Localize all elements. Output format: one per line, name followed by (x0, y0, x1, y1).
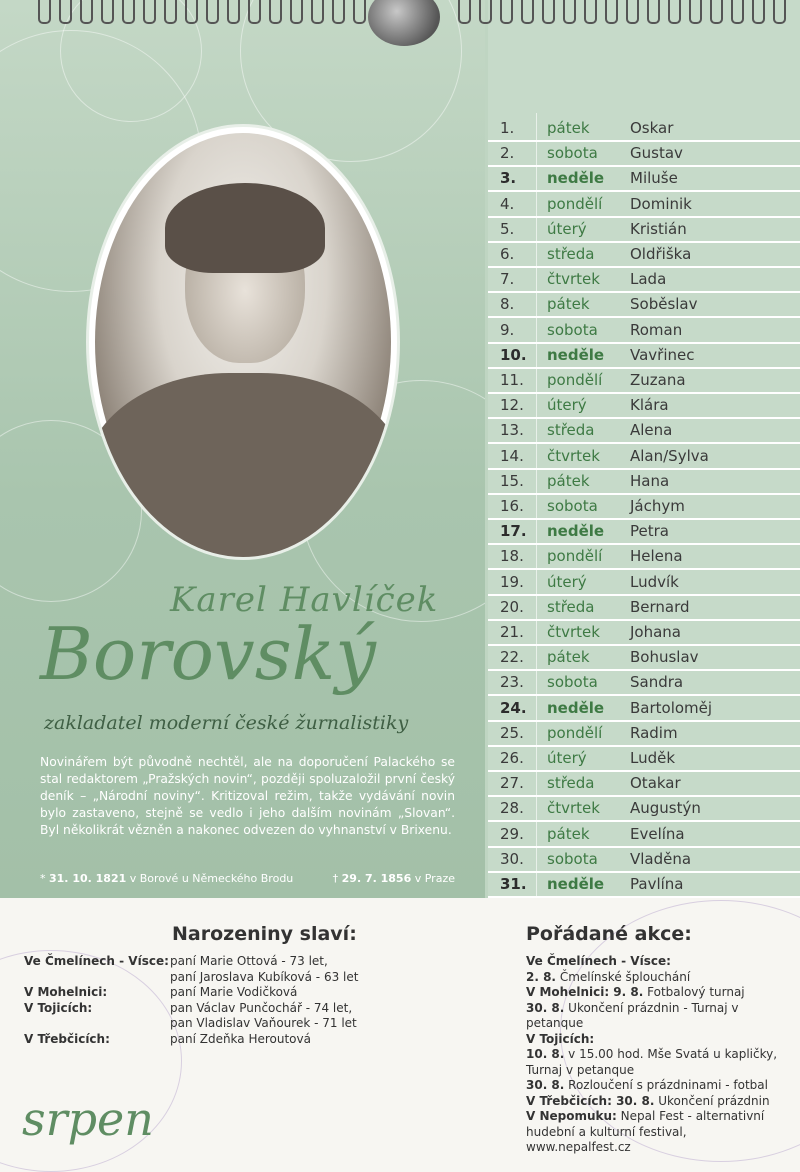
weekday: sobota (547, 320, 598, 339)
name-day: Johana (630, 623, 681, 641)
day-number: 20. (500, 597, 524, 616)
spiral-ring-icon (311, 0, 324, 24)
spiral-ring-icon (773, 0, 786, 24)
spiral-ring-icon (269, 0, 282, 24)
event-text: Fotbalový turnaj (643, 985, 745, 999)
event-label: 2. 8. (526, 969, 556, 984)
birth-place: v Borové u Německého Brodu (129, 872, 294, 885)
calendar-day-row (488, 570, 800, 596)
birth-symbol: * (40, 872, 46, 885)
name-day: Bernard (630, 597, 690, 616)
spiral-ring-icon (143, 0, 156, 24)
event-label: V Třebčicích: 30. 8. (526, 1093, 655, 1108)
name-day: Vladěna (630, 849, 692, 868)
name-day: Miluše (630, 169, 678, 188)
calendar-day-row (488, 620, 800, 646)
weekday: neděle (547, 875, 605, 893)
spiral-ring-icon (521, 0, 534, 24)
spiral-ring-icon (605, 0, 618, 24)
birthday-person: paní Marie Ottová - 73 let, (170, 954, 328, 968)
event-text: v 15.00 hod. Mše Svatá u kapličky, (564, 1047, 778, 1061)
name-day: Hana (630, 471, 670, 490)
weekday: neděle (547, 698, 605, 717)
calendar-day-row (488, 292, 800, 318)
event-line (526, 1063, 792, 1079)
weekday: pondělí (547, 723, 603, 742)
calendar-day-row (488, 343, 800, 369)
person-first-name: Karel Havlíček (170, 580, 439, 620)
name-day: Gustav (630, 144, 683, 163)
calendar-day-row (488, 393, 800, 419)
weekday: neděle (547, 345, 605, 364)
calendar-day-row (488, 494, 800, 520)
birth-info (40, 872, 293, 885)
calendar-day-row (488, 670, 800, 696)
portrait-coat (89, 373, 397, 557)
portrait-panel (0, 0, 485, 898)
birthday-place: V Tojicích: (24, 1000, 93, 1015)
day-number: 5. (500, 219, 515, 238)
calendar-day-row (488, 872, 800, 898)
calendar-day-row (488, 645, 800, 671)
name-day: Oskar (630, 119, 674, 137)
name-day: Bartoloměj (630, 698, 713, 717)
day-number: 4. (500, 194, 515, 213)
event-line (526, 970, 792, 986)
event-text: Čmelínské šplouchání (556, 969, 691, 984)
birthday-row (24, 985, 404, 1001)
name-day: Sandra (630, 673, 684, 692)
event-text: Nepal Fest - alternativní (616, 1109, 765, 1123)
birthday-row (24, 1016, 404, 1032)
portrait-oval (89, 127, 397, 557)
calendar-day-row (488, 696, 800, 722)
name-day: Jáchym (630, 497, 685, 515)
event-label: Ve Čmelínech - Vísce: (526, 954, 671, 968)
weekday: čtvrtek (547, 799, 600, 818)
weekday: pátek (547, 471, 590, 490)
event-line (526, 985, 792, 1001)
weekday: čtvrtek (547, 623, 600, 641)
death-date: 29. 7. 1856 (341, 872, 412, 885)
day-number: 13. (500, 421, 524, 440)
calendar-day-row (488, 746, 800, 772)
event-line (526, 1109, 792, 1125)
spiral-ring-icon (542, 0, 555, 24)
spiral-ring-icon (227, 0, 240, 24)
birthday-person: pan Václav Punčochář - 74 let, (170, 1000, 353, 1015)
weekday: úterý (547, 749, 587, 767)
calendar-day-row (488, 116, 800, 142)
calendar-day-row (488, 242, 800, 268)
person-subtitle: zakladatel moderní české žurnalistiky (44, 712, 409, 734)
day-number: 8. (500, 295, 515, 314)
calendar-day-row (488, 192, 800, 218)
spiral-ring-icon (500, 0, 513, 24)
calendar-day-row (488, 847, 800, 873)
birthday-place: Ve Čmelínech - Vísce: (24, 954, 169, 968)
day-number: 31. (500, 875, 527, 893)
spiral-ring-icon (626, 0, 639, 24)
event-label: 30. 8. (526, 1000, 565, 1015)
event-text: Turnaj v petanque (526, 1062, 635, 1077)
name-day: Alena (630, 421, 673, 440)
spiral-ring-icon (689, 0, 702, 24)
day-number: 11. (500, 371, 524, 389)
name-day: Ludvík (630, 572, 679, 591)
spiral-ring-icon (248, 0, 261, 24)
portrait-image (95, 133, 391, 551)
weekday: pátek (547, 295, 590, 314)
birthday-row (24, 1032, 404, 1048)
calendar-day-row (488, 267, 800, 293)
event-label: V Mohelnici: 9. 8. (526, 985, 644, 999)
portrait-hair (165, 183, 325, 273)
name-day: Petra (630, 522, 669, 541)
death-place: v Praze (414, 872, 455, 885)
spiral-ring-icon (185, 0, 198, 24)
birthday-person: paní Jaroslava Kubíková - 63 let (170, 969, 359, 984)
weekday: úterý (547, 572, 587, 591)
day-number: 17. (500, 522, 527, 541)
event-line (526, 1125, 792, 1156)
event-label: V Tojicích: (526, 1031, 595, 1046)
weekday: sobota (547, 849, 598, 868)
event-text: hudební a kulturní festival, www.nepalfest.cz (526, 1124, 687, 1154)
day-number: 2. (500, 144, 515, 163)
calendar-day-row (488, 166, 800, 192)
day-number: 21. (500, 623, 524, 641)
day-number: 19. (500, 572, 524, 591)
day-number: 28. (500, 799, 524, 818)
events-list (526, 954, 792, 1156)
event-line (526, 1094, 792, 1110)
name-day: Pavlína (630, 875, 684, 893)
death-info (333, 872, 455, 885)
weekday: středa (547, 245, 595, 263)
birth-date: 31. 10. 1821 (49, 872, 127, 885)
name-day: Kristián (630, 219, 687, 238)
calendar-day-row (488, 368, 800, 394)
event-label: V Nepomuku: (526, 1109, 617, 1123)
event-line (526, 1032, 792, 1048)
weekday: pátek (547, 119, 590, 137)
spiral-ring-icon (752, 0, 765, 24)
weekday: úterý (547, 219, 587, 238)
weekday: neděle (547, 169, 605, 188)
day-number: 15. (500, 471, 524, 490)
day-number: 6. (500, 245, 515, 263)
weekday: středa (547, 597, 595, 616)
spiral-ring-icon (290, 0, 303, 24)
birthday-place: V Mohelnici: (24, 985, 108, 999)
death-symbol: † (332, 872, 339, 885)
day-number: 24. (500, 698, 527, 717)
events-title: Pořádané akce: (526, 923, 692, 945)
weekday: sobota (547, 497, 598, 515)
name-day: Bohuslav (630, 648, 699, 667)
name-day: Oldřiška (630, 245, 692, 263)
name-day: Otakar (630, 774, 681, 793)
weekday: čtvrtek (547, 446, 600, 465)
day-number: 3. (500, 169, 517, 188)
spiral-ring-icon (647, 0, 660, 24)
calendar-day-row (488, 519, 800, 545)
event-text: Ukončení prázdnin - Turnaj v petanque (526, 1000, 739, 1030)
person-surname: Borovský (40, 612, 376, 696)
birthday-row (24, 954, 404, 970)
name-day: Luděk (630, 749, 676, 767)
name-day: Zuzana (630, 371, 686, 389)
weekday: neděle (547, 522, 605, 541)
day-number: 12. (500, 396, 524, 415)
calendar-day-row (488, 418, 800, 444)
event-text: Rozloučení s prázdninami - fotbal (564, 1078, 768, 1092)
calendar-day-row (488, 444, 800, 470)
birthday-person: paní Zdeňka Heroutová (170, 1031, 311, 1046)
day-number: 7. (500, 270, 515, 289)
calendar-day-row (488, 796, 800, 822)
weekday: pátek (547, 824, 590, 843)
calendar-day-row (488, 217, 800, 243)
month-name: srpen (22, 1092, 154, 1146)
spiral-ring-icon (206, 0, 219, 24)
day-number: 14. (500, 446, 524, 465)
spiral-ring-icon (584, 0, 597, 24)
day-number: 1. (500, 119, 515, 137)
birthday-person: paní Marie Vodičková (170, 985, 298, 999)
person-bio: Novinářem být původně nechtěl, ale na doporučení Palackého se stal redaktorem „Pražských novin“, později spoluzaložil první český deník – „Národní noviny“. Kritizoval režim, takže vydávání novin bylo zastaveno, stejně se vedlo i jeho dalším novinám „Slovan“. Byl několikrát vězněn a nakonec odvezen do vyhnanství v Brixenu. (40, 755, 455, 837)
day-number: 16. (500, 497, 524, 515)
birthday-row (24, 1001, 404, 1017)
calendar-day-row (488, 721, 800, 747)
day-number: 25. (500, 723, 524, 742)
day-number: 26. (500, 749, 524, 767)
spiral-ring-icon (59, 0, 72, 24)
spiral-ring-icon (164, 0, 177, 24)
name-day: Radim (630, 723, 678, 742)
calendar-day-row (488, 595, 800, 621)
event-label: 30. 8. (526, 1078, 565, 1092)
day-number: 22. (500, 648, 524, 667)
spiral-ring-icon (458, 0, 471, 24)
day-number: 18. (500, 547, 524, 566)
spiral-ring-icon (563, 0, 576, 24)
day-number: 30. (500, 849, 524, 868)
weekday: úterý (547, 396, 587, 415)
name-day: Klára (630, 396, 669, 415)
calendar-day-row (488, 544, 800, 570)
weekday: pondělí (547, 371, 603, 389)
calendar-day-row (488, 469, 800, 495)
calendar-day-row (488, 771, 800, 797)
weekday: sobota (547, 673, 598, 692)
day-number: 10. (500, 345, 527, 364)
event-label: 10. 8. (526, 1047, 565, 1061)
event-line (526, 1078, 792, 1094)
event-line (526, 954, 792, 970)
weekday: středa (547, 774, 595, 793)
day-number: 29. (500, 824, 524, 843)
name-day: Vavřinec (630, 345, 695, 364)
birthday-person: pan Vladislav Vaňourek - 71 let (170, 1016, 357, 1030)
spiral-ring-icon (80, 0, 93, 24)
event-line (526, 1047, 792, 1063)
birthdays-list (24, 954, 404, 1047)
weekday: sobota (547, 144, 598, 163)
name-day: Soběslav (630, 295, 698, 314)
spiral-ring-icon (38, 0, 51, 24)
weekday: pondělí (547, 194, 603, 213)
weekday: pátek (547, 648, 590, 667)
spiral-ring-icon (479, 0, 492, 24)
name-day: Alan/Sylva (630, 446, 709, 465)
birthday-place: V Třebčicích: (24, 1031, 110, 1046)
weekday: středa (547, 421, 595, 440)
name-day: Evelína (630, 824, 685, 843)
day-number: 23. (500, 673, 524, 692)
weekday: čtvrtek (547, 270, 600, 289)
spiral-ring-icon (668, 0, 681, 24)
event-line (526, 1001, 792, 1032)
name-day: Helena (630, 547, 683, 566)
calendar-day-row (488, 822, 800, 848)
spiral-ring-icon (332, 0, 345, 24)
event-text: Ukončení prázdnin (654, 1093, 770, 1108)
birthdays-title: Narozeniny slaví: (172, 923, 357, 945)
spiral-ring-icon (710, 0, 723, 24)
day-number: 9. (500, 320, 515, 339)
name-day: Lada (630, 270, 667, 289)
spiral-ring-icon (122, 0, 135, 24)
day-number: 27. (500, 774, 524, 793)
calendar-day-row (488, 318, 800, 344)
calendar-day-row (488, 141, 800, 167)
name-day: Roman (630, 320, 683, 339)
weekday: pondělí (547, 547, 603, 566)
spiral-ring-icon (731, 0, 744, 24)
name-day: Augustýn (630, 799, 701, 818)
name-day: Dominik (630, 194, 692, 213)
spiral-ring-icon (353, 0, 366, 24)
spiral-ring-icon (101, 0, 114, 24)
birthday-row (24, 970, 404, 986)
